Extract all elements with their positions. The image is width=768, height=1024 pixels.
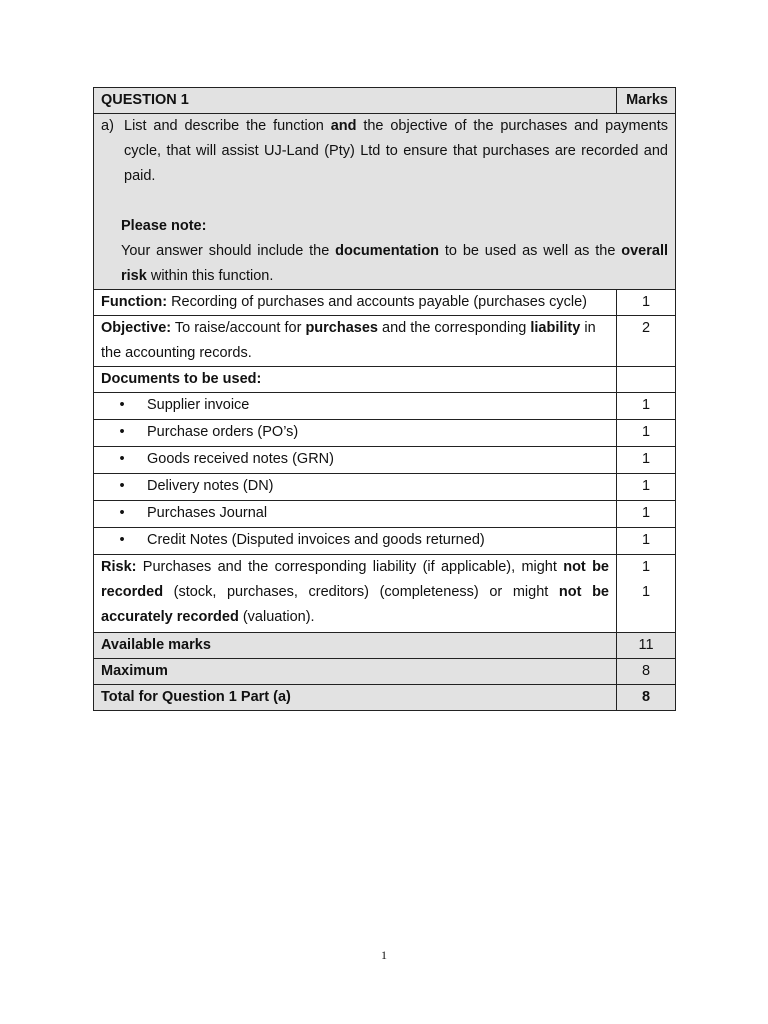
- risk-marks: 1 1: [617, 555, 676, 633]
- total-row: [94, 685, 676, 711]
- prompt-row: [94, 114, 676, 290]
- objective-row: [94, 316, 676, 367]
- bullet-icon: [116, 393, 128, 418]
- document-item: [94, 393, 676, 420]
- bullet-icon: [116, 447, 128, 472]
- objective-text: Objective: To raise/account for purchases and the corresponding liability in the accounting records.: [94, 316, 617, 367]
- maximum-label: Maximum: [94, 659, 617, 685]
- objective-marks: 2: [617, 316, 676, 367]
- document-label: • Supplier invoice: [94, 393, 617, 420]
- document-marks: 1: [617, 420, 676, 447]
- document-marks: 1: [617, 528, 676, 555]
- document-label: • Goods received notes (GRN): [94, 447, 617, 474]
- question-prompt: [94, 114, 676, 290]
- document-item: [94, 501, 676, 528]
- maximum-value: 8: [617, 659, 676, 685]
- document-marks: 1: [617, 393, 676, 420]
- function-marks: 1: [617, 290, 676, 316]
- header-row: [94, 88, 676, 114]
- available-label: Available marks: [94, 633, 617, 659]
- document-marks: 1: [617, 501, 676, 528]
- risk-row: [94, 555, 676, 633]
- marks-header: Marks: [617, 88, 676, 114]
- document-item: [94, 420, 676, 447]
- document-label: • Delivery notes (DN): [94, 474, 617, 501]
- bullet-icon: [116, 501, 128, 526]
- documents-heading-row: [94, 367, 676, 393]
- document-marks: 1: [617, 474, 676, 501]
- note-title: Please note:: [121, 218, 207, 234]
- question-table: [93, 87, 676, 711]
- prompt-label: a): [101, 118, 114, 134]
- document-item: [94, 474, 676, 501]
- risk-text: Risk: Purchases and the corresponding liability (if applicable), might not be recorded (stock, purchases, creditors) (completeness) or might not be accurately recorded (valuation).: [94, 555, 617, 633]
- document-label: • Purchase orders (PO’s): [94, 420, 617, 447]
- document-marks: 1: [617, 447, 676, 474]
- documents-heading: Documents to be used:: [94, 367, 617, 393]
- note-text: Your answer should include the documentation to be used as well as the overall risk within this function.: [121, 243, 669, 284]
- document-label: • Purchases Journal: [94, 501, 617, 528]
- prompt-text: List and describe the function and the objective of the purchases and payments cycle, that will assist UJ-Land (Pty) Ltd to ensure that purchases are recorded and paid.: [124, 118, 668, 184]
- available-value: 11: [617, 633, 676, 659]
- document-item: [94, 447, 676, 474]
- document-item: [94, 528, 676, 555]
- function-row: [94, 290, 676, 316]
- maximum-row: [94, 659, 676, 685]
- question-title: QUESTION 1: [94, 88, 617, 114]
- page-number: 1: [381, 948, 387, 962]
- total-label: Total for Question 1 Part (a): [94, 685, 617, 711]
- total-value: 8: [617, 685, 676, 711]
- bullet-icon: [116, 474, 128, 499]
- function-text: Function: Recording of purchases and accounts payable (purchases cycle): [94, 290, 617, 316]
- bullet-icon: [116, 528, 128, 553]
- bullet-icon: [116, 420, 128, 445]
- available-row: [94, 633, 676, 659]
- document-label: • Credit Notes (Disputed invoices and goods returned): [94, 528, 617, 555]
